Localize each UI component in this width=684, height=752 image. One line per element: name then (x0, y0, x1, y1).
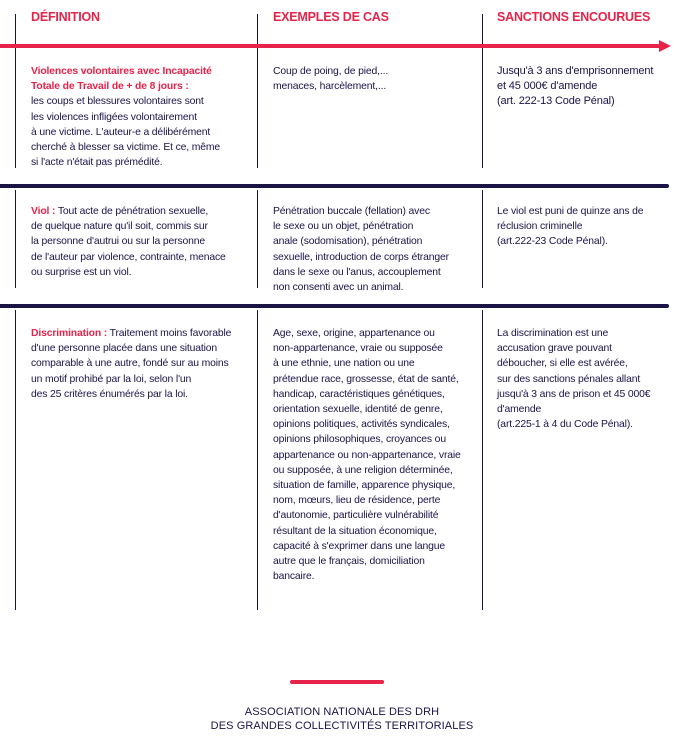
row-violences-sanctions: Jusqu'à 3 ans d'emprisonnement et 45 000€ d'amende (art. 222-13 Code Pénal) (497, 65, 654, 108)
column-divider-left (15, 14, 16, 168)
column-divider-middle (257, 190, 258, 288)
footer-org-line1: ASSOCIATION NATIONALE DES DRH (244, 706, 440, 718)
footer-org-line2: DES GRANDES COLLECTIVITÉS TERRITORIALES (210, 720, 474, 732)
row-violences-examples: Coup de poing, de pied,... menaces, harcèlement,... (273, 66, 389, 93)
row-separator (0, 184, 669, 188)
arrow-right-icon (659, 40, 671, 52)
row-separator (0, 304, 669, 308)
row-discrimination-sanctions: La discrimination est une accusation grave pouvant déboucher, si elle est avérée, sur des sanctions pénales allant jusqu'à 3 ans de prison et 45 000€ d'amende (art.225-1 à 4 du Code Pénal). (497, 328, 651, 431)
definition-text: Traitement moins favorable d'une personne placée dans une situation comparable à une autre, fondé sur au moins un motif prohibé par la loi, selon l'un des 25 critères énumérés par la loi. (31, 328, 232, 400)
term-discrimination: Discrimination : (31, 328, 108, 339)
timeline-arrow-line (0, 44, 660, 48)
header-sanctions: SANCTIONS ENCOURUES (497, 10, 651, 24)
definition-text: Tout acte de pénétration sexuelle, de quelque nature qu'il soit, commis sur la personne d'autrui ou sur la personne de l'auteur par violence, contrainte, menace ou surprise est un viol. (31, 206, 226, 278)
term-violences: Violences volontaires avec Incapacité Totale de Travail de + de 8 jours : (31, 66, 212, 93)
term-viol: Viol : (31, 206, 56, 217)
column-divider-left (15, 310, 16, 610)
header-examples: EXEMPLES DE CAS (273, 10, 389, 24)
column-divider-right (482, 14, 483, 168)
row-discrimination-examples: Age, sexe, origine, appartenance ou non-appartenance, vraie ou supposée à une ethnie, une nation ou une prétendue race, grossesse, état de santé, handicap, caractéristiques génétiques, orientation sexuelle, identité de genre, opinions politiques, activités syndicales, opinions philosophiques, croyances ou appartenance ou non-appartenance, vraie ou supposée, à une religion déterminée, situation de famille, apparence physique, nom, mœurs, lieu de résidence, perte d'autonomie, particulière vulnérabilité résultant de la situation économique, capacité à s'exprimer dans une langue autre que le français, domiciliation bancaire. (273, 328, 461, 583)
footer-accent-bar (290, 680, 384, 684)
row-viol-definition (31, 204, 253, 280)
row-viol-sanctions: Le viol est puni de quinze ans de réclusion criminelle (art.222-23 Code Pénal). (497, 206, 644, 248)
column-divider-left (15, 190, 16, 288)
column-divider-middle (257, 14, 258, 168)
column-divider-right (482, 310, 483, 610)
definition-text: les coups et blessures volontaires sont les violences infligées volontairement à une victime. L'auteur-e a délibérément cherché à blesser sa victime. Et ce, même si l'acte n'était pas prémédité. (31, 96, 221, 169)
header-definition: DÉFINITION (31, 10, 100, 24)
row-violences-definition (31, 64, 253, 170)
row-viol-examples: Pénétration buccale (fellation) avec le sexe ou un objet, pénétration anale (sodomisation), pénétration sexuelle, introduction de corps étranger dans le sexe ou l'anus, accouplement non consenti avec un animal. (273, 206, 449, 294)
column-divider-middle (257, 310, 258, 610)
row-discrimination-definition (31, 326, 253, 402)
column-divider-right (482, 190, 483, 288)
